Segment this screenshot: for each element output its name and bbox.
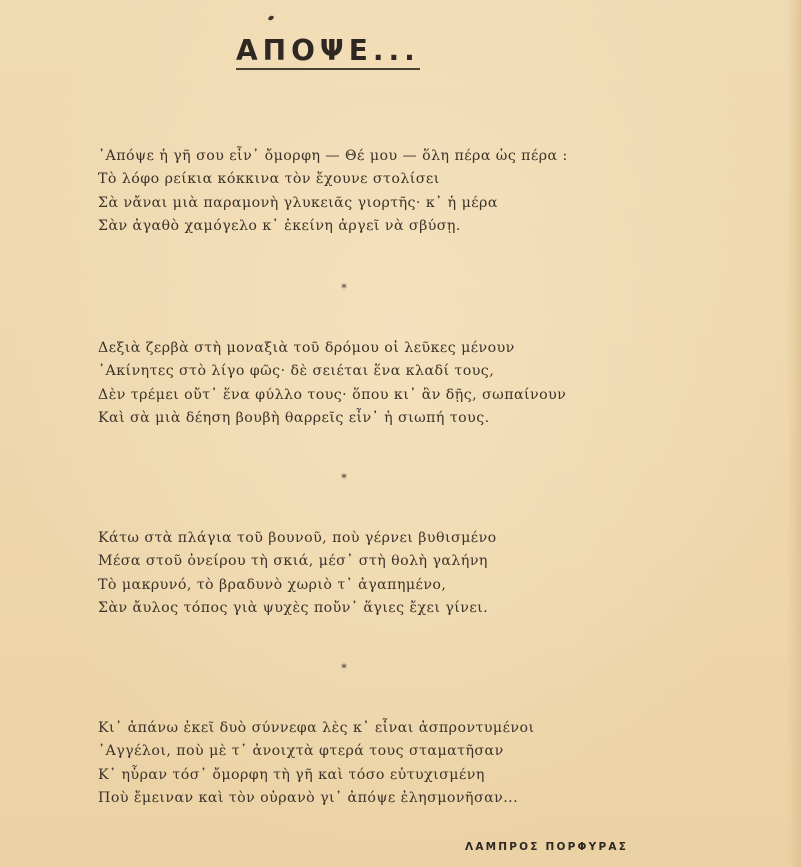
stanza-separator-1: ⁎ [341, 278, 347, 291]
stanza-2 [98, 337, 598, 430]
ink-speck [267, 15, 274, 21]
verse-line: Σὰν ἀγαθὸ χαμόγελο κ᾿ ἐκείνη ἀργεῖ νὰ σβύσῃ. [98, 217, 461, 234]
verse-line: Μέσα στοῦ ὀνείρου τὴ σκιά, μέσ᾿ στὴ θολὴ γαλήνη [98, 553, 488, 570]
verse-line: Δεξιὰ ζερβὰ στὴ μοναξιὰ τοῦ δρόμου οἱ λεῦκες μένουν [98, 340, 515, 356]
verse-line: ᾿Ακίνητες στὸ λίγο φῶς· δὲ σειέται ἕνα κλαδί τους, [98, 363, 495, 380]
verse-line: Κι᾿ ἀπάνω ἐκεῖ δυὸ σύννεφα λὲς κ᾿ εἶναι ἀσπροντυμένοι [98, 720, 535, 736]
verse-line: Ποὺ ἔμειναν καὶ τὸν οὐρανὸ γι᾿ ἀπόψε ἐλησμονῆσαν... [98, 789, 519, 806]
verse-line: Κ᾿ ηὗραν τόσ᾿ ὄμορφη τὴ γῆ καὶ τόσο εὐτυχισμένη [98, 766, 485, 783]
stanza-separator-3: ⁎ [341, 658, 347, 671]
page-edge-shadow [787, 0, 801, 867]
verse-line: Σὰ νἄναι μιὰ παραμονὴ γλυκειᾶς γιορτῆς· κ᾿ ἡ μέρα [98, 194, 498, 211]
stanza-4 [98, 717, 598, 810]
stanza-1 [98, 145, 598, 238]
verse-line: Τὸ λόφο ρείκια κόκκινα τὸν ἔχουνε στολίσει [98, 171, 440, 188]
verse-line: Σὰν ἄυλος τόπος γιὰ ψυχὲς ποὔν᾿ ἅγιες ἔχει γίνει. [98, 599, 489, 616]
verse-line: ᾿Απόψε ἡ γῆ σου εἶν᾿ ὄμορφη — Θέ μου — ὅλη πέρα ὡς πέρα : [98, 148, 568, 164]
poem-title: ΑΠΟΨΕ... [236, 34, 420, 70]
verse-line: ᾿Αγγέλοι, ποὺ μὲ τ᾿ ἀνοιχτὰ φτερά τους σταματῆσαν [98, 743, 504, 760]
verse-line: Καὶ σὰ μιὰ δέηση βουβὴ θαρρεῖς εἶν᾿ ἡ σιωπή τους. [98, 409, 490, 426]
author-signature: ΛΑΜΠΡΟΣ ΠΟΡΦΥΡΑΣ [465, 841, 629, 853]
stanza-separator-2: ⁎ [341, 468, 347, 481]
verse-line: Κάτω στὰ πλάγια τοῦ βουνοῦ, ποὺ γέρνει βυθισμένο [98, 530, 497, 546]
verse-line: Τὸ μακρυνό, τὸ βραδυνὸ χωριὸ τ᾿ ἀγαπημένο, [98, 576, 447, 593]
verse-line: Δὲν τρέμει οὔτ᾿ ἕνα φύλλο τους· ὅπου κι᾿ ἂν δῇς, σωπαίνουν [98, 386, 567, 403]
stanza-3 [98, 527, 598, 620]
